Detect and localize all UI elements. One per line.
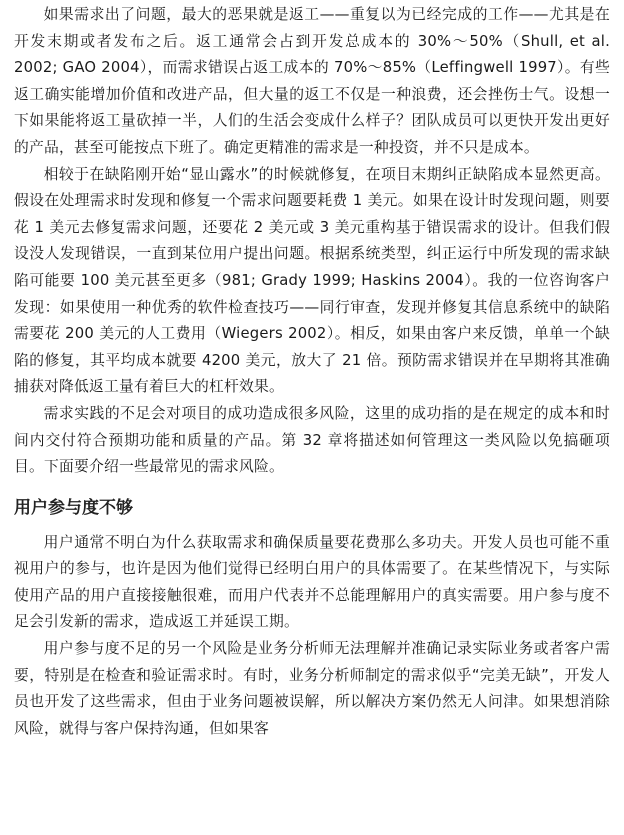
paragraph-rework: 如果需求出了问题，最大的恶果就是返工——重复以为已经完成的工作——尤其是在开发末期或者发布之后。返工通常会占到开发总成本的 30%～50%（Shull, et al. 2002; GAO 2004），而需求错误占返工成本的 70%～85%（Leffingwell 1997）。有些返工确实能增加价值和改进产品，但大量的返工不仅是一种浪费，还会挫伤士气。设想一下如果能将返工量砍掉一半，人们的生活会变成什么样子？团队成员可以更快开发出更好的产品，甚至可能按点下班了。确定更精准的需求是一种投资，并不只是成本。	[14, 6, 610, 156]
paragraph-user-involvement-risk: 用户参与度不足的另一个风险是业务分析师无法理解并准确记录实际业务或者客户需要，特别是在检查和验证需求时。有时，业务分析师制定的需求似乎“完美无缺”，开发人员也开发了这些需求，但由于业务问题被误解，所以解决方案仍然无人问津。如果想消除风险，就得与客户保持沟通，但如果客	[14, 640, 610, 737]
paragraph-requirement-risks: 需求实践的不足会对项目的成功造成很多风险，这里的成功指的是在规定的成本和时间内交付符合预期功能和质量的产品。第 32 章将描述如何管理这一类风险以免搞砸项目。下面要介绍一些最常见的需求风险。	[14, 404, 610, 476]
paragraph-defect-cost: 相较于在缺陷刚开始“显山露水”的时候就修复，在项目末期纠正缺陷成本显然更高。假设在处理需求时发现和修复一个需求问题要耗费 1 美元。如果在设计时发现问题，则要花 1 美元去修复需求问题，还要花 2 美元或 3 美元重构基于错误需求的设计。但我们假设没人发现错误，一直到某位用户提出问题。根据系统类型，纠正运行中所发现的需求缺陷可能要 100 美元甚至更多（981; Grady 1999; Haskins 2004）。我的一位咨询客户发现：如果使用一种优秀的软件检查技巧——同行审查，发现并修复其信息系统中的缺陷需要花 200 美元的人工费用（Wiegers 2002）。相反，如果由客户来反馈，单单一个缺陷的修复，其平均成本就要 4200 美元，放大了 21 倍。预防需求错误并在早期将其准确捕获对降低返工量有着巨大的杠杆效果。	[14, 165, 610, 396]
section-heading: 用户参与度不够	[14, 497, 133, 518]
paragraph-user-involvement: 用户通常不明白为什么获取需求和确保质量要花费那么多功夫。开发人员也可能不重视用户的参与，也许是因为他们觉得已经明白用户的具体需要了。在某些情况下，与实际使用产品的用户直接接触很难，而用户代表并不总能理解用户的真实需要。用户参与度不足会引发新的需求，造成返工并延误工期。	[14, 533, 610, 631]
